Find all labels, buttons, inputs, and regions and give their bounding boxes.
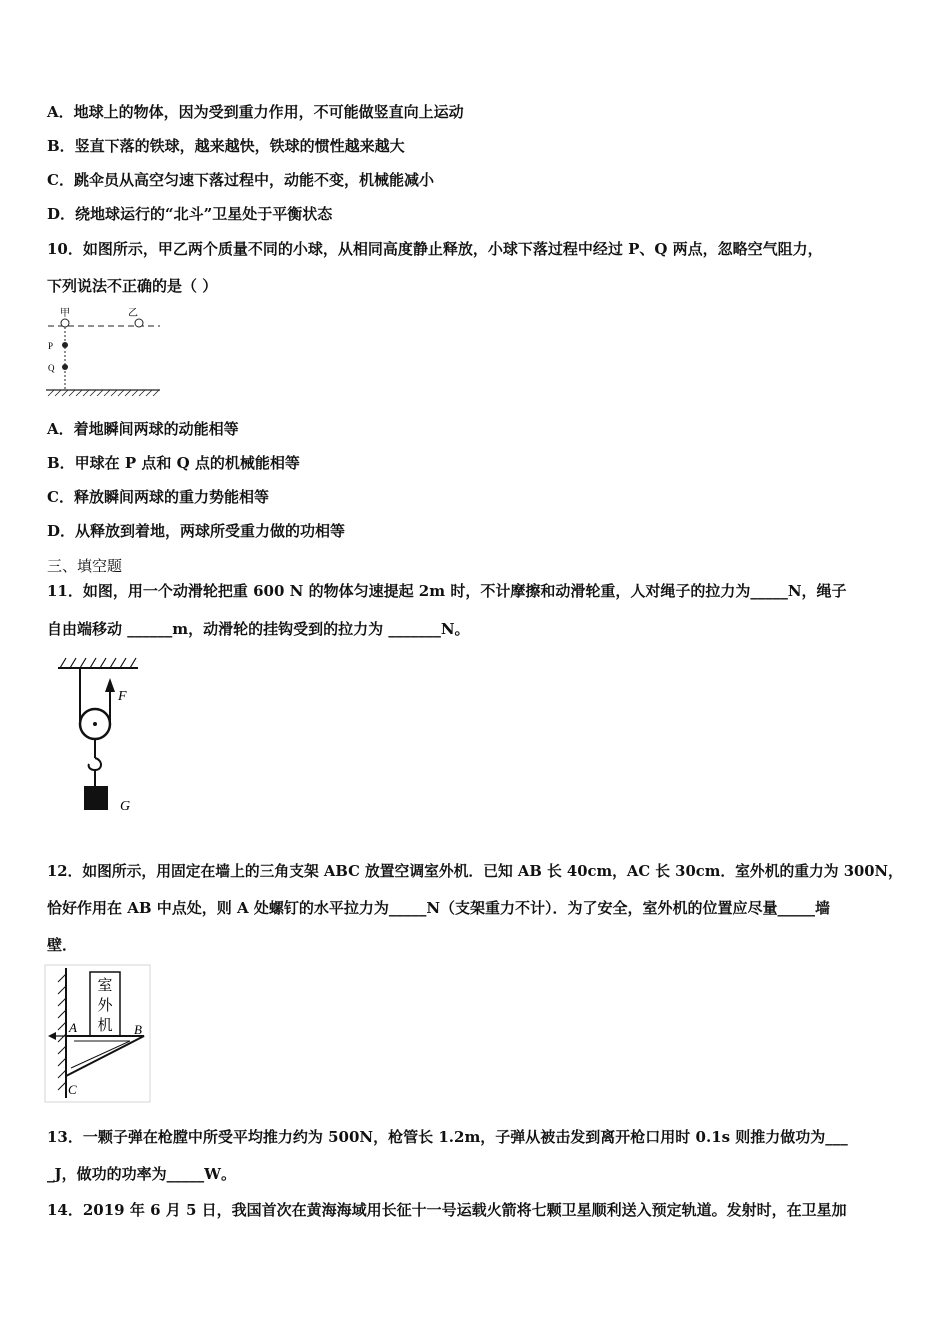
q10-label-q: Q — [48, 363, 55, 373]
q14-line1: 14．2019 年 6 月 5 日，我国首次在黄海海域用长征十一号运载火箭将七颗卫星顺利送入预定轨道。发射时，在卫星加 — [47, 1201, 847, 1219]
q10-label-p: P — [48, 341, 54, 351]
q13-line1: 13．一颗子弹在枪膛中所受平均推力约为 500N，枪管长 1.2m，子弹从被击发到离开枪口用时 0.1s 则推力做功为___ — [47, 1128, 848, 1146]
q10-ball-yi — [135, 319, 143, 327]
q11-pulley-figure — [52, 654, 152, 818]
q12-line1: 12．如图所示，用固定在墙上的三角支架 ABC 放置空调室外机．已知 AB 长 40cm，AC 长 30cm．室外机的重力为 300N， — [47, 862, 903, 880]
q11-force-arrow — [105, 678, 115, 692]
q12-unit-char1: 室 — [97, 978, 113, 994]
q11-label-g: G — [120, 799, 131, 814]
q12-unit-char2: 外 — [97, 998, 113, 1014]
q10-ball-jia — [61, 319, 69, 327]
q12-line2: 恰好作用在 AB 中点处，则 A 处螺钉的水平拉力为_____N（支架重力不计）．为了安全，室外机的位置应尽量_____墙 — [47, 899, 831, 917]
q12-label-b: B — [134, 1022, 142, 1037]
q12-line3: 壁． — [47, 936, 78, 954]
q12-label-a: A — [69, 1020, 77, 1035]
q9-option-b: B．竖直下落的铁球，越来越快，铁球的惯性越来越大 — [47, 137, 405, 155]
q10-stem-line2: 下列说法不正确的是（ ） — [47, 277, 218, 295]
q9-option-a: A．地球上的物体，因为受到重力作用，不可能做竖直向上运动 — [47, 103, 464, 121]
q12-wall-hatch — [58, 974, 66, 1090]
q11-ceiling-hatch — [60, 658, 136, 668]
q11-pulley-axle — [93, 722, 97, 726]
q12-label-c: C — [68, 1082, 77, 1097]
q10-point-q — [62, 364, 68, 370]
q10-stem-line1: 10．如图所示，甲乙两个质量不同的小球，从相同高度静止释放，小球下落过程中经过 P、Q 两点，忽略空气阻力， — [47, 240, 823, 258]
q9-option-d: D．绕地球运行的“北斗”卫星处于平衡状态 — [47, 205, 333, 223]
q11-label-f: F — [118, 689, 127, 704]
q10-figure — [44, 304, 168, 400]
q13-line2: _J，做功的功率为_____W。 — [47, 1165, 236, 1183]
q10-ground-hatch — [48, 390, 159, 396]
q12-bracket — [66, 1036, 144, 1076]
q12-tension-arrow — [48, 1032, 56, 1040]
q10-label-jia: 甲 — [60, 308, 70, 319]
q10-point-p — [62, 342, 68, 348]
q10-option-a: A．着地瞬间两球的动能相等 — [47, 420, 239, 438]
q11-line1: 11．如图，用一个动滑轮把重 600 N 的物体匀速提起 2m 时，不计摩擦和动滑轮重，人对绳子的拉力为_____N，绳子 — [47, 582, 847, 600]
q11-line2: 自由端移动 ______m，动滑轮的挂钩受到的拉力为 _______N。 — [47, 620, 470, 638]
q12-unit-char3: 机 — [97, 1018, 113, 1034]
q10-label-yi: 乙 — [128, 308, 138, 319]
q12-bracket-figure — [44, 964, 152, 1104]
q9-option-c: C．跳伞员从高空匀速下落过程中，动能不变，机械能减小 — [47, 171, 434, 189]
section-heading-fill-in: 三、填空题 — [47, 557, 123, 575]
q11-hook — [89, 758, 101, 770]
q10-option-d: D．从释放到着地，两球所受重力做的功相等 — [47, 522, 346, 540]
q11-load-block — [84, 786, 108, 810]
q10-option-b: B．甲球在 P 点和 Q 点的机械能相等 — [47, 454, 300, 472]
q10-option-c: C．释放瞬间两球的重力势能相等 — [47, 488, 269, 506]
